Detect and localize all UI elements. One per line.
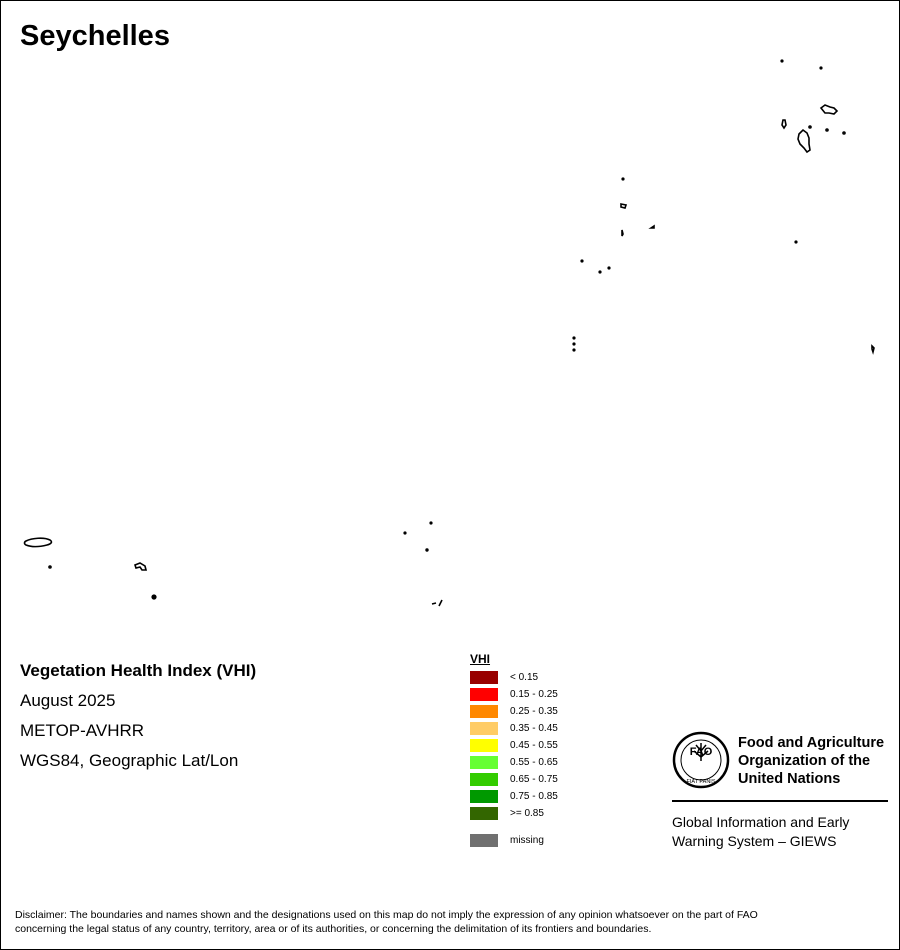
legend-swatch [470, 773, 498, 786]
sensor: METOP-AVHRR [20, 721, 145, 740]
island [651, 226, 654, 228]
island [622, 178, 624, 180]
island [608, 267, 610, 269]
legend-title: VHI [470, 652, 491, 666]
legend-label: 0.15 - 0.25 [510, 689, 558, 700]
island [581, 260, 583, 262]
legend-label: 0.45 - 0.55 [510, 740, 558, 751]
island-cosmoledo [135, 563, 146, 570]
disclaimer-line: Disclaimer: The boundaries and names shown and the designations used on this map do not imply the expression of any opinion whatsoever on the part of FAO [15, 909, 758, 921]
legend-classes [470, 669, 558, 822]
fao-logo-icon [672, 731, 730, 789]
legend-label: >= 0.85 [510, 808, 544, 819]
island [843, 132, 845, 134]
logo-text: FAO [689, 746, 713, 758]
legend-item [470, 686, 558, 703]
projection: WGS84, Geographic Lat/Lon [20, 751, 239, 770]
legend-item [470, 805, 558, 822]
island [781, 60, 783, 62]
org-name-line: United Nations [738, 771, 841, 787]
island [599, 271, 601, 273]
map-title: Seychelles [20, 20, 170, 52]
disclaimer [15, 908, 887, 936]
island-praslin [821, 105, 837, 114]
legend-label: missing [510, 835, 544, 846]
island-farquhar [432, 600, 442, 606]
island-mahe [798, 130, 810, 152]
system-name-line: Global Information and Early [672, 814, 850, 830]
island-outlines [25, 60, 875, 606]
legend-swatch [470, 790, 498, 803]
legend-label: 0.25 - 0.35 [510, 706, 558, 717]
legend-swatch [470, 834, 498, 847]
legend-label: 0.75 - 0.85 [510, 791, 558, 802]
legend-swatch [470, 688, 498, 701]
legend-item [470, 720, 558, 737]
period: August 2025 [20, 691, 116, 710]
island [49, 566, 51, 568]
island [820, 67, 822, 69]
org-name-line: Food and Agriculture [738, 735, 885, 751]
island [621, 204, 626, 208]
island [573, 343, 575, 345]
island [872, 346, 874, 352]
island-aldabra [25, 538, 52, 546]
disclaimer-line: concerning the legal status of any country, territory, area or of its authorities, or concerning the delimitation of its frontiers and boundaries. [15, 923, 652, 935]
island [782, 120, 786, 128]
index-name: Vegetation Health Index (VHI) [20, 661, 257, 680]
organization-name [738, 734, 884, 788]
legend-swatch [470, 722, 498, 735]
island [573, 349, 575, 351]
legend-item-missing [470, 832, 558, 849]
divider [672, 800, 888, 802]
org-name-line: Organization of the [738, 753, 871, 769]
island [826, 129, 828, 131]
legend-swatch [470, 756, 498, 769]
legend-label: 0.55 - 0.65 [510, 757, 558, 768]
legend [470, 652, 558, 849]
island [809, 126, 811, 128]
island [430, 522, 432, 524]
legend-item [470, 703, 558, 720]
legend-swatch [470, 705, 498, 718]
island [622, 230, 623, 236]
logo-motto: FIAT PANIS [686, 779, 716, 785]
island [573, 337, 575, 339]
legend-swatch [470, 739, 498, 752]
legend-item [470, 737, 558, 754]
legend-label: 0.65 - 0.75 [510, 774, 558, 785]
legend-item [470, 771, 558, 788]
map-info [20, 656, 256, 776]
system-name-line: Warning System – GIEWS [672, 833, 837, 849]
legend-item [470, 788, 558, 805]
system-name [672, 813, 849, 851]
island [795, 241, 797, 243]
legend-swatch [470, 807, 498, 820]
legend-label: < 0.15 [510, 672, 539, 683]
legend-swatch [470, 671, 498, 684]
island [426, 549, 428, 551]
legend-label: 0.35 - 0.45 [510, 723, 558, 734]
legend-item [470, 669, 558, 686]
island [152, 595, 156, 599]
legend-item [470, 754, 558, 771]
island [404, 532, 406, 534]
